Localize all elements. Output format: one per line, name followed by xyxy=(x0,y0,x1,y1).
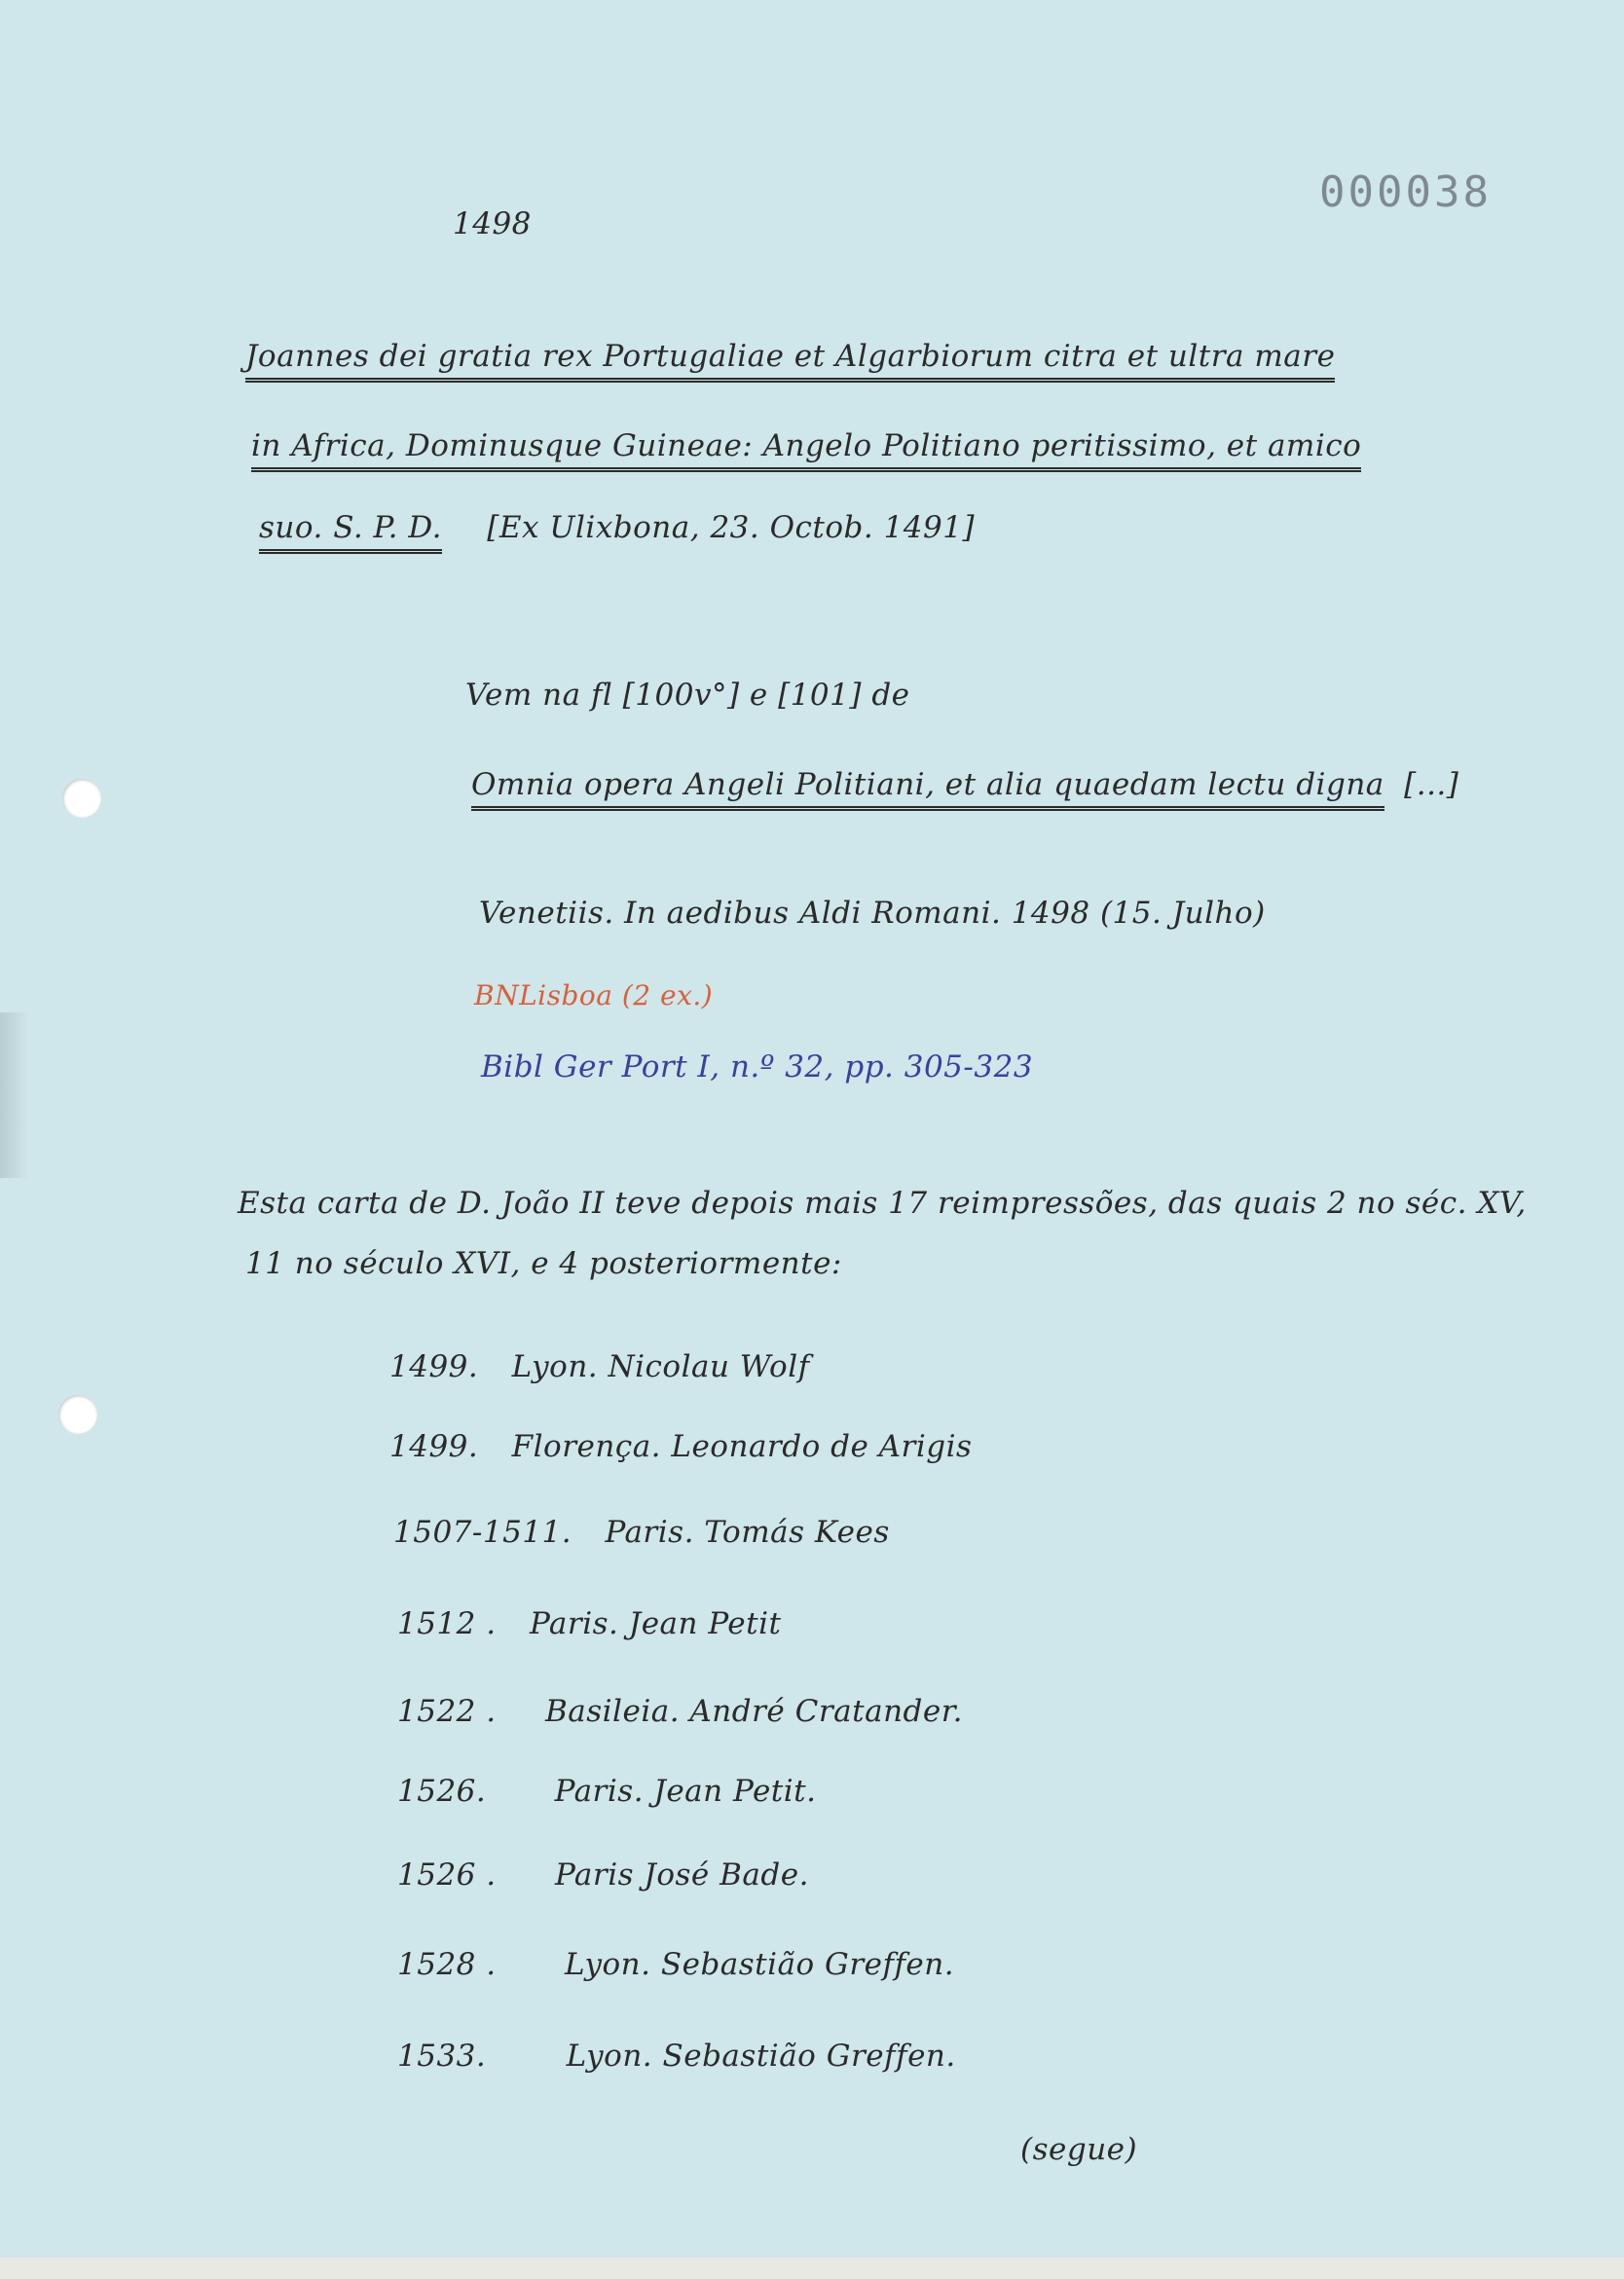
reprint-place-publisher: Lyon. Nicolau Wolf xyxy=(511,1349,810,1384)
title-line-1: Joannes dei gratia rex Portugaliae et Algarbiorum citra et ultra mare xyxy=(245,339,1335,383)
reprint-item xyxy=(397,1857,809,1893)
reprint-item xyxy=(397,1694,963,1729)
source-title-line xyxy=(471,767,1458,802)
reprint-place-publisher: Paris. Jean Petit xyxy=(529,1606,782,1641)
archive-stamp-number: 000038 xyxy=(1319,167,1492,217)
source-intro: Vem na fl [100v°] e [101] de xyxy=(465,678,910,713)
reprint-place-publisher: Florença. Leonardo de Arigis xyxy=(511,1429,973,1464)
reprint-year: 1499. xyxy=(389,1349,479,1384)
library-holding: BNLisboa (2 ex.) xyxy=(474,979,714,1011)
reprint-year: 1526. xyxy=(397,1774,487,1809)
page-bottom-edge xyxy=(0,2258,1624,2279)
punch-hole-bottom xyxy=(58,1395,97,1434)
reprint-place-publisher: Lyon. Sebastião Greffen. xyxy=(564,1947,955,1982)
continuation-note: (segue) xyxy=(1020,2132,1138,2167)
reprint-year: 1522 . xyxy=(397,1694,497,1729)
reprint-item xyxy=(389,1349,810,1384)
reprint-year: 1526 . xyxy=(397,1857,497,1893)
reprint-place-publisher: Lyon. Sebastião Greffen. xyxy=(566,2039,956,2074)
reprint-item xyxy=(397,1606,781,1641)
bibliography-reference: Bibl Ger Port I, n.º 32, pp. 305-323 xyxy=(481,1049,1034,1084)
reprint-note-line-1: Esta carta de D. João II teve depois mais 17 reimpressões, das quais 2 no séc. XV, xyxy=(238,1186,1527,1221)
reprint-year: 1507-1511. xyxy=(393,1515,572,1550)
reprint-year: 1528 . xyxy=(397,1947,497,1982)
paper-tear-shadow xyxy=(0,1012,29,1178)
reprint-place-publisher: Paris José Bade. xyxy=(554,1857,809,1893)
reprint-year: 1499. xyxy=(389,1429,479,1464)
reprint-year: 1512 . xyxy=(397,1606,497,1641)
reprint-item xyxy=(389,1429,972,1464)
title-line-2: in Africa, Dominusque Guineae: Angelo Politiano peritissimo, et amico xyxy=(251,428,1361,472)
document-year: 1498 xyxy=(453,206,532,241)
title-line-3 xyxy=(259,510,975,545)
reprint-place-publisher: Paris. Jean Petit. xyxy=(554,1774,817,1809)
title-line-3-salutation: suo. S. P. D. xyxy=(259,510,442,554)
reprint-place-publisher: Basileia. André Cratander. xyxy=(544,1694,964,1729)
reprint-note-line-2: 11 no século XVI, e 4 posteriormente: xyxy=(245,1246,842,1281)
imprint-line: Venetiis. In aedibus Aldi Romani. 1498 (15. Julho) xyxy=(479,896,1266,931)
title-line-3-date-bracket: [Ex Ulixbona, 23. Octob. 1491] xyxy=(487,510,976,545)
reprint-item xyxy=(393,1515,890,1550)
reprint-year: 1533. xyxy=(397,2039,487,2074)
reprint-place-publisher: Paris. Tomás Kees xyxy=(605,1515,890,1550)
reprint-item xyxy=(397,2039,956,2074)
source-title-ellipsis: [...] xyxy=(1404,767,1459,802)
punch-hole-top xyxy=(62,779,101,818)
reprint-item xyxy=(397,1947,954,1982)
reprint-item xyxy=(397,1774,816,1809)
source-title: Omnia opera Angeli Politiani, et alia quaedam lectu digna xyxy=(471,767,1384,811)
